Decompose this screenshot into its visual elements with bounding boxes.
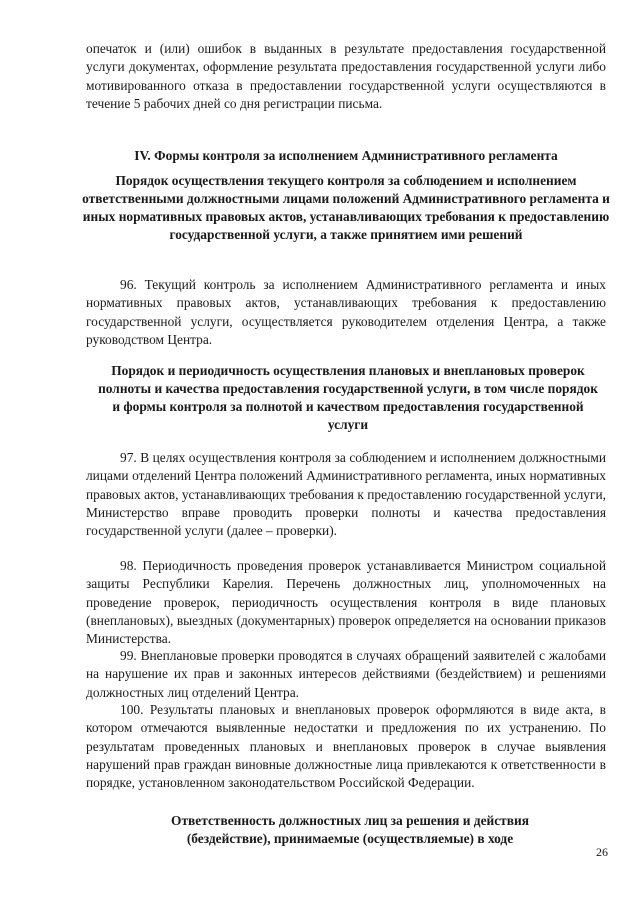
- subheading-responsibility: Ответственность должностных лиц за решения и действия (бездействие), принимаемые (осуществляемые) в ходе: [171, 813, 529, 846]
- section-heading-iv: IV. Формы контроля за исполнением Административного регламента: [134, 148, 558, 163]
- paragraph-99: 99. Внеплановые проверки проводятся в случаях обращений заявителей с жалобами на нарушение их прав и законных интересов действиями (бездействием) и решениями должностных лиц отделений Центра.: [86, 648, 606, 700]
- paragraph-100: 100. Результаты плановых и внеплановых проверок оформляются в виде акта, в котором отмечаются выявленные недостатки и предложения по их устранению. По результатам проведенных плановых и внеплановых проверок в случае выявления нарушений прав граждан виновные должностные лица привлекаются к ответственности в порядке, установленном законодательством Российской Федерации.: [86, 702, 606, 791]
- page-number: 26: [596, 845, 608, 859]
- paragraph-98: 98. Периодичность проведения проверок устанавливается Министром социальной защиты Республики Карелия. Перечень должностных лиц, уполномоченных на проведение проверок, периодичность осуществления контроля в виде плановых (внеплановых), выездных (документарных) проверок определяется на основании приказов Министерства.: [86, 558, 606, 647]
- paragraph-96: 96. Текущий контроль за исполнением Административного регламента и иных нормативных правовых актов, устанавливающих требования к предоставлению государственной услуги, осуществляется руководителем отделения Центра, а также руководством Центра.: [86, 277, 606, 347]
- subheading-periodicity: Порядок и периодичность осуществления плановых и внеплановых проверок полноты и качества предоставления государственной услуги, в том числе порядок и формы контроля за полнотой и качеством предоставления государственной услуги: [98, 363, 598, 432]
- paragraph-continuation: опечаток и (или) ошибок в выданных в результате предоставления государственной услуги документах, оформление результата предоставления государственной услуги либо мотивированного отказа в предоставлении государственной услуги осуществляются в течение 5 рабочих дней со дня регистрации письма.: [86, 41, 606, 111]
- paragraph-97: 97. В целях осуществления контроля за соблюдением и исполнением должностными лицами отделений Центра положений Административного регламента, иных нормативных правовых актов, устанавливающих требования к предоставлению государственной услуги, Министерство вправе проводить проверки полноты и качества предоставления государственной услуги (далее – проверки).: [86, 450, 606, 539]
- subheading-current-control: Порядок осуществления текущего контроля за соблюдением и исполнением ответственными должностными лицами положений Административного регламента и иных нормативных правовых актов, устанавливающих требования к предоставлению государственной услуги, а также принятием ими решений: [82, 173, 610, 242]
